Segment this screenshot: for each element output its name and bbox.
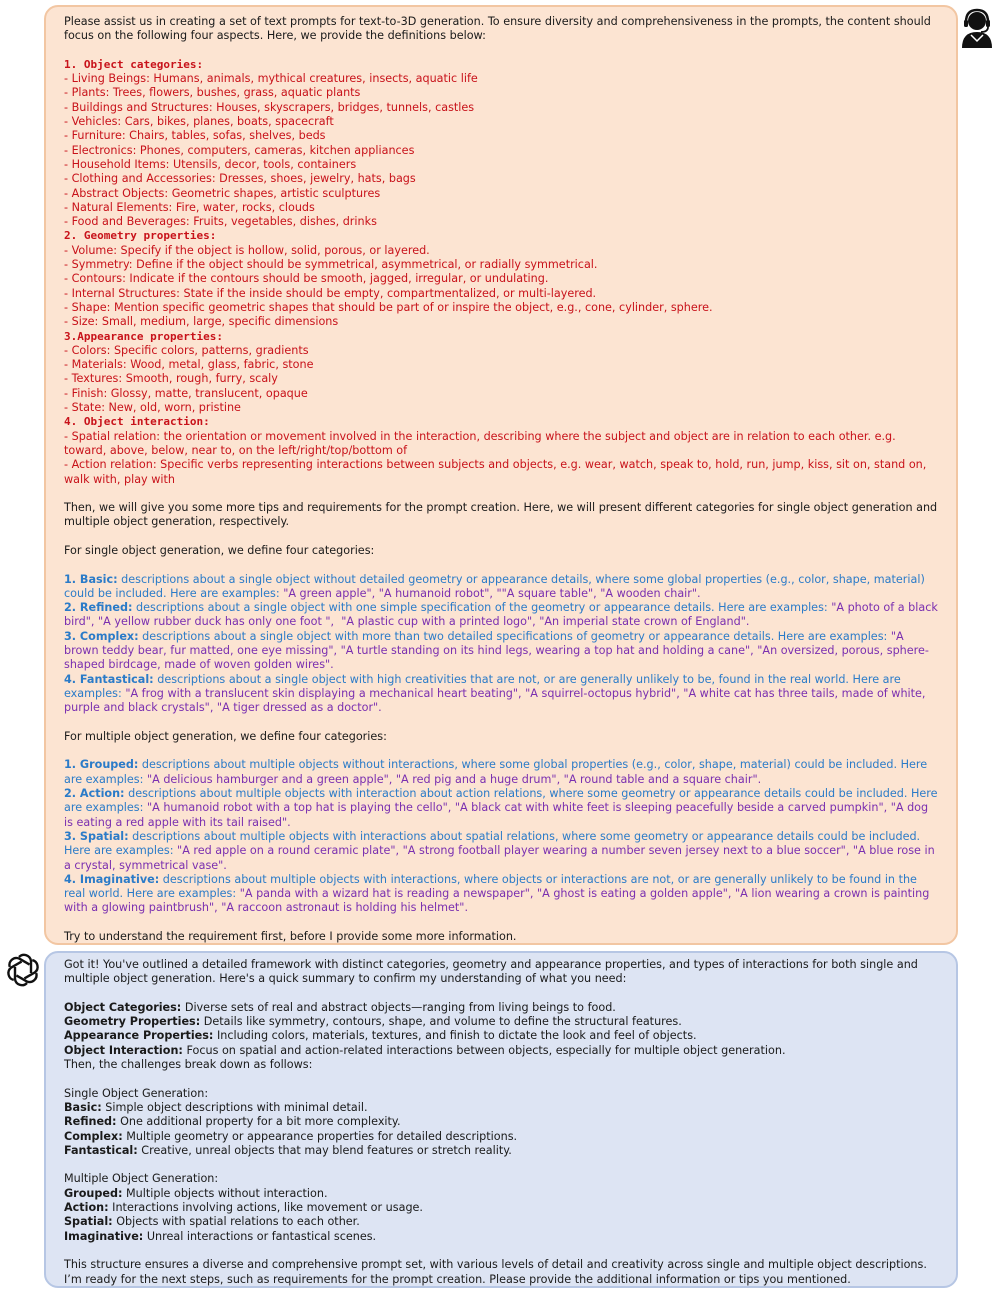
category-examples: "A red apple on a round ceramic plate", "A strong football player wearing a number seven jersey next to a blue soccer", "A blue rose in a crystal, symmetrical vase".: [64, 844, 939, 872]
category-label: 1. Grouped:: [64, 758, 139, 772]
summary-text: One additional property for a bit more complexity.: [116, 1115, 401, 1129]
section-item: - Finish: Glossy, matte, translucent, opaque: [64, 386, 308, 400]
category-description: descriptions about a single object with one simple specification of the geometry or appearance details. Here are examples:: [132, 601, 832, 615]
summary-line: [64, 1115, 940, 1129]
user-avatar-icon: [958, 8, 996, 50]
summary-text: Objects with spatial relations to each other.: [112, 1215, 360, 1229]
section-item: - Furniture: Chairs, tables, sofas, shelves, beds: [64, 129, 326, 143]
category-entry: [64, 673, 940, 716]
single-intro: For single object generation, we define four categories:: [64, 543, 375, 557]
section-item: - Plants: Trees, flowers, bushes, grass, aquatic plants: [64, 86, 361, 100]
multi-intro: For multiple object generation, we define four categories:: [64, 729, 387, 743]
section-item: - Household Items: Utensils, decor, tools, containers: [64, 157, 357, 171]
section-item: - Vehicles: Cars, bikes, planes, boats, spacecraft: [64, 115, 334, 129]
category-examples: "A delicious hamburger and a green apple", "A red pig and a huge drum", "A round table and a square chair".: [146, 772, 762, 786]
section-item: - Living Beings: Humans, animals, mythical creatures, insects, aquatic life: [64, 72, 478, 86]
category-label: 3. Complex:: [64, 629, 139, 643]
summary-text: Focus on spatial and action-related interactions between objects, especially for multiple object generation.: [182, 1043, 786, 1057]
section-title: 4. Object interaction:: [64, 415, 210, 429]
breakdown-text: Then, the challenges break down as follows:: [64, 1058, 313, 1072]
category-examples: "A photo of a black bird", "A yellow rubber duck has only one foot ", "A plastic cup with a printed logo", "An imperial state crown of England".: [64, 601, 942, 629]
section-item: - Size: Small, medium, large, specific dimensions: [64, 315, 339, 329]
category-examples: "A brown teddy bear, fur matted, one eye missing", "A turtle standing on its hind legs, wearing a top hat and holding a cane", "An oversized, porous, sphere-shaped birdcage, made of woven golden wires".: [64, 629, 929, 672]
multi-categories: [64, 758, 940, 915]
summary-label: Action:: [64, 1201, 109, 1215]
summary-text: Multiple geometry or appearance properties for detailed descriptions.: [122, 1129, 518, 1143]
summary-text: Interactions involving actions, like movement or usage.: [108, 1201, 423, 1215]
category-entry: [64, 830, 940, 873]
summary-line: [64, 1001, 940, 1015]
section-title: 2. Geometry properties:: [64, 229, 217, 243]
category-description: descriptions about multiple objects with interactions about spatial relations, where some geometry or appearance details could be included. Here are examples:: [64, 829, 924, 858]
category-description: descriptions about a single object with high creativities that are not, or are generally unlikely to be, found in the real world. Here are examples:: [64, 672, 905, 700]
section-item: - Natural Elements: Fire, water, rocks, clouds: [64, 200, 315, 214]
user-closing: Try to understand the requirement first, before I provide some more information.: [64, 930, 517, 943]
user-message-bubble: [44, 5, 958, 945]
section-item: - Contours: Indicate if the contours should be smooth, jagged, irregular, or undulating.: [64, 272, 549, 286]
section-item: - Colors: Specific colors, patterns, gradients: [64, 343, 309, 357]
summary-label: Complex:: [64, 1129, 123, 1143]
category-entry: [64, 630, 940, 673]
summary-line: [64, 1215, 940, 1229]
section-item: - Internal Structures: State if the inside should be empty, compartmentalized, or multi-layered.: [64, 286, 597, 300]
category-entry: [64, 601, 940, 630]
summary-line: [64, 1187, 940, 1201]
section-item: - Buildings and Structures: Houses, skyscrapers, bridges, tunnels, castles: [64, 100, 475, 114]
summary-line: [64, 1230, 940, 1244]
category-examples: "A green apple", "A humanoid robot", ""A square table", "A wooden chair".: [283, 586, 701, 600]
category-label: 1. Basic:: [64, 572, 118, 586]
aspect-definitions: [64, 58, 940, 487]
category-entry: [64, 873, 940, 916]
category-entry: [64, 573, 940, 602]
multi-title: Multiple Object Generation:: [64, 1172, 219, 1186]
category-examples: "A frog with a translucent skin displaying a mechanical heart beating", "A squirrel-octopus hybrid", "A white cat has three tails, made of white, purple and black crystals", "A tiger dressed as a doctor".: [64, 686, 930, 715]
category-label: 4. Imaginative:: [64, 872, 160, 886]
single-title: Single Object Generation:: [64, 1086, 209, 1100]
section-item: - Symmetry: Define if the object should be symmetrical, asymmetrical, or radially symmetrical.: [64, 258, 598, 272]
category-description: descriptions about multiple objects with interactions, where objects or interactions are not, or are generally unlikely to be found in the real world. Here are examples:: [64, 872, 921, 901]
section-title: 3.Appearance properties:: [64, 329, 223, 343]
section-item: - Textures: Smooth, rough, furry, scaly: [64, 372, 278, 386]
summary-line: [64, 1029, 940, 1043]
summary-label: Refined:: [64, 1115, 117, 1129]
section-item: - Materials: Wood, metal, glass, fabric, stone: [64, 358, 314, 372]
summary-text: Details like symmetry, contours, shape, and volume to define the structural features.: [200, 1015, 682, 1029]
summary-text: Simple object descriptions with minimal detail.: [101, 1100, 368, 1114]
assistant-single-list: [64, 1101, 940, 1158]
summary-label: Geometry Properties:: [64, 1015, 201, 1029]
section-item: - Electronics: Phones, computers, cameras, kitchen appliances: [64, 143, 415, 157]
section-item: - Action relation: Specific verbs representing interactions between subjects and objects, e.g. wear, watch, speak to, hold, run, jump, kiss, sit on, stand on, walk with, play with: [64, 458, 930, 486]
summary-text: Diverse sets of real and abstract objects—ranging from living beings to food.: [181, 1000, 616, 1014]
summary-line: [64, 1044, 940, 1058]
summary-text: Including colors, materials, textures, and finish to dictate the look and feel of objects.: [213, 1029, 697, 1043]
summary-line: [64, 1144, 940, 1158]
section-item: - Food and Beverages: Fruits, vegetables, dishes, drinks: [64, 215, 377, 229]
assistant-intro: Got it! You've outlined a detailed framework with distinct categories, geometry and appearance properties, and types of interactions for both single and multiple object generation. Here's a quick summary to confirm my understanding of what you need:: [64, 958, 922, 986]
summary-label: Imaginative:: [64, 1229, 144, 1243]
single-categories: [64, 573, 940, 716]
summary-label: Spatial:: [64, 1215, 113, 1229]
category-label: 2. Refined:: [64, 601, 133, 615]
category-entry: [64, 758, 940, 787]
section-item: - Shape: Mention specific geometric shapes that should be part of or inspire the object, e.g., cone, cylinder, sphere.: [64, 300, 713, 314]
category-label: 4. Fantastical:: [64, 672, 154, 686]
summary-text: Unreal interactions or fantastical scenes.: [143, 1229, 377, 1243]
summary-label: Object Categories:: [64, 1000, 182, 1014]
category-examples: "A panda with a wizard hat is reading a newspaper", "A ghost is eating a golden apple", "A lion wearing a crown is painting with a glowing paintbrush", "A raccoon astronaut is holding his helmet".: [64, 887, 933, 915]
category-label: 3. Spatial:: [64, 829, 129, 843]
summary-line: [64, 1201, 940, 1215]
section-item: - Clothing and Accessories: Dresses, shoes, jewelry, hats, bags: [64, 172, 416, 186]
assistant-multi-list: [64, 1187, 940, 1244]
summary-label: Fantastical:: [64, 1143, 138, 1157]
user-intro: Please assist us in creating a set of text prompts for text-to-3D generation. To ensure diversity and comprehensiveness in the prompts, the content should focus on the following four aspects. Here, we provide the definitions below:: [64, 15, 935, 43]
summary-label: Object Interaction:: [64, 1043, 183, 1057]
category-description: descriptions about multiple objects without interactions, where some global properties (e.g., color, shape, material) could be included. Here are examples:: [64, 758, 931, 786]
summary-line: [64, 1101, 940, 1115]
section-item: - Volume: Specify if the object is hollow, solid, porous, or layered.: [64, 243, 430, 257]
tips-intro: Then, we will give you some more tips and requirements for the prompt creation. Here, we will present different categories for single object generation and multiple object generation, respectively.: [64, 501, 941, 529]
assistant-message-bubble: [44, 951, 958, 1288]
category-label: 2. Action:: [64, 787, 125, 801]
section-item: - State: New, old, worn, pristine: [64, 401, 241, 415]
summary-line: [64, 1130, 940, 1144]
section-title: 1. Object categories:: [64, 57, 204, 71]
summary-line: [64, 1015, 940, 1029]
category-description: descriptions about a single object without detailed geometry or appearance details, where some global properties (e.g., color, shape, material) could be included. Here are examples:: [64, 572, 929, 600]
category-examples: "A humanoid robot with a top hat is playing the cello", "A black cat with white feet is sleeping peacefully beside a carved pumpkin", "A dog is eating a red apple with its tail raised".: [64, 801, 932, 829]
summary-text: Multiple objects without interaction.: [122, 1186, 328, 1200]
openai-logo-icon: [3, 950, 43, 990]
section-item: - Abstract Objects: Geometric shapes, artistic sculptures: [64, 186, 381, 200]
assistant-closing: This structure ensures a diverse and comprehensive prompt set, with various levels of detail and creativity across single and multiple object descriptions. I’m ready for the next steps, such as requirements for the prompt creation. Please provide the additional information or tips you mentioned.: [64, 1258, 931, 1286]
assistant-summary: [64, 1001, 940, 1058]
summary-label: Appearance Properties:: [64, 1029, 214, 1043]
category-description: descriptions about a single object with more than two detailed specifications of geometry or appearance details. Here are examples:: [138, 629, 891, 643]
summary-label: Grouped:: [64, 1186, 123, 1200]
section-item: - Spatial relation: the orientation or movement involved in the interaction, describing where the subject and object are in relation to each other. e.g. toward, above, below, near to, on the left/right/top/bottom of: [64, 429, 900, 457]
category-entry: [64, 787, 940, 830]
summary-label: Basic:: [64, 1100, 102, 1114]
category-description: descriptions about multiple objects with interaction about action relations, where some geometry or appearance details could be included. Here are examples:: [64, 787, 942, 815]
summary-text: Creative, unreal objects that may blend features or stretch reality.: [137, 1143, 512, 1157]
